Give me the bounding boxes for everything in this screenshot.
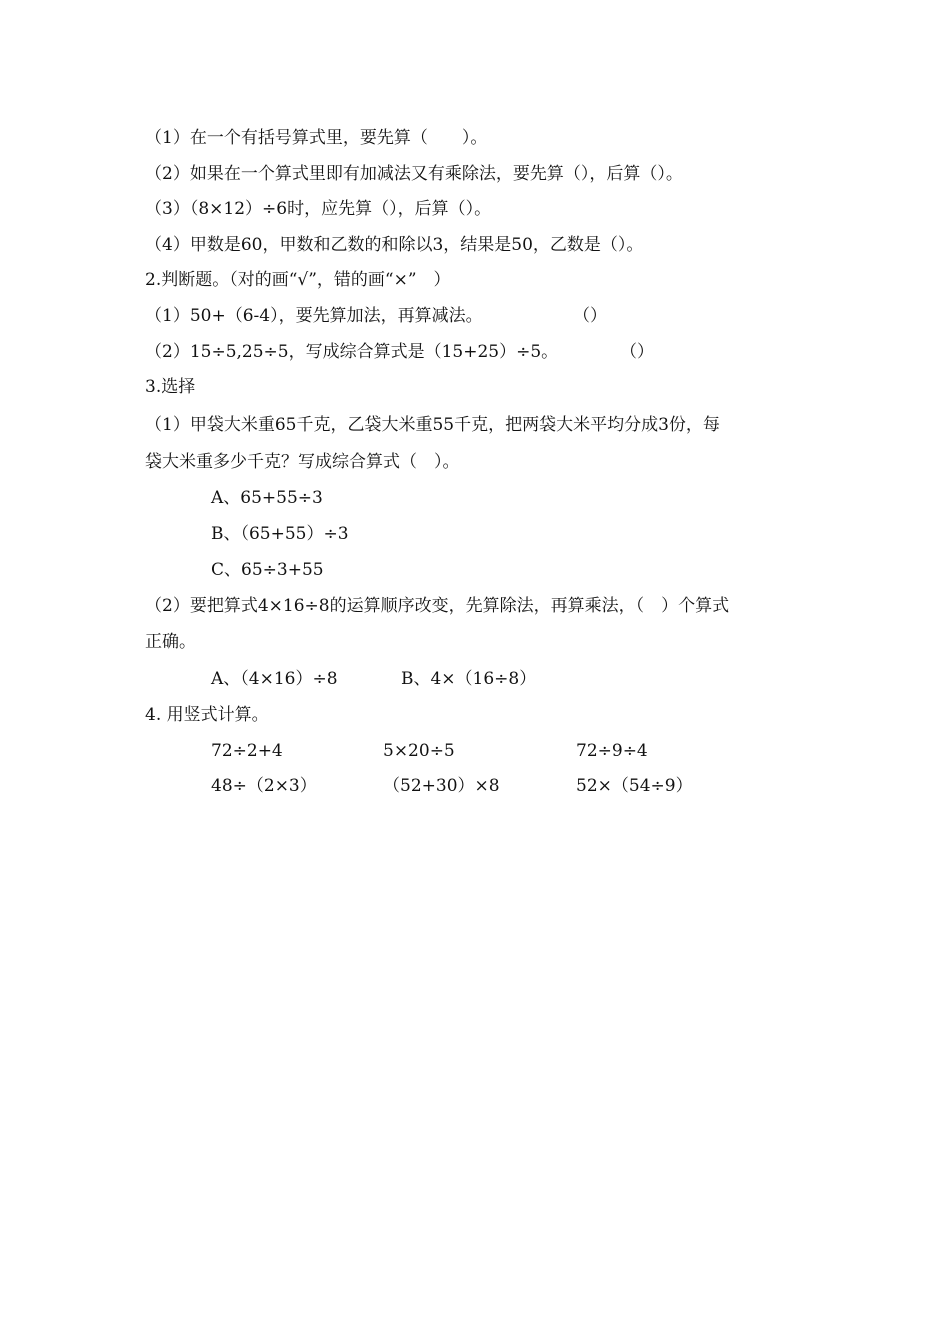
calc-item: 72÷9÷4 xyxy=(576,741,648,761)
calc-item: 5×20÷5 xyxy=(383,741,455,761)
judge-item-1-text: （1）50+（6-4），要先算加法，再算减法。 xyxy=(145,306,483,326)
calc-item: 48÷（2×3） xyxy=(211,776,317,796)
choice-q1-line1: （1）甲袋大米重65千克，乙袋大米重55千克，把两袋大米平均分成3份，每 xyxy=(145,415,720,435)
fill-blank-item-4: （4）甲数是60，甲数和乙数的和除以3，结果是50，乙数是（）。 xyxy=(145,235,644,255)
fill-blank-item-3: （3）（8×12）÷6时，应先算（），后算（）。 xyxy=(145,199,492,219)
choice-q1-option-a: A、65+55÷3 xyxy=(211,488,323,508)
judge-heading: 2.判断题。（对的画“√”，错的画“×” ） xyxy=(145,270,451,290)
calc-item: （52+30）×8 xyxy=(383,776,500,796)
fill-blank-item-2: （2）如果在一个算式里即有加减法又有乘除法，要先算（），后算（）。 xyxy=(145,164,683,184)
calc-heading: 4. 用竖式计算。 xyxy=(145,705,269,725)
choice-q2-option-a: A、（4×16）÷8 xyxy=(211,669,338,689)
choice-q1-option-c: C、65÷3+55 xyxy=(211,560,324,580)
choice-q1-option-b: B、（65+55）÷3 xyxy=(211,524,349,544)
choice-q2-line2: 正确。 xyxy=(145,632,196,652)
judge-item-1-blank: （） xyxy=(573,306,607,326)
choice-q1-line2: 袋大米重多少千克？写成综合算式（ ）。 xyxy=(145,452,460,472)
calc-item: 72÷2+4 xyxy=(211,741,283,761)
choice-q2-line1: （2）要把算式4×16÷8的运算顺序改变，先算除法，再算乘法，（ ）个算式 xyxy=(145,596,730,616)
fill-blank-item-1: （1）在一个有括号算式里，要先算（ ）。 xyxy=(145,128,488,148)
choice-heading: 3.选择 xyxy=(145,377,196,397)
choice-q2-option-b: B、4×（16÷8） xyxy=(401,669,537,689)
calc-item: 52×（54÷9） xyxy=(576,776,693,796)
judge-item-2-text: （2）15÷5,25÷5，写成综合算式是（15+25）÷5。 xyxy=(145,342,559,362)
judge-item-2-blank: （） xyxy=(620,342,654,362)
